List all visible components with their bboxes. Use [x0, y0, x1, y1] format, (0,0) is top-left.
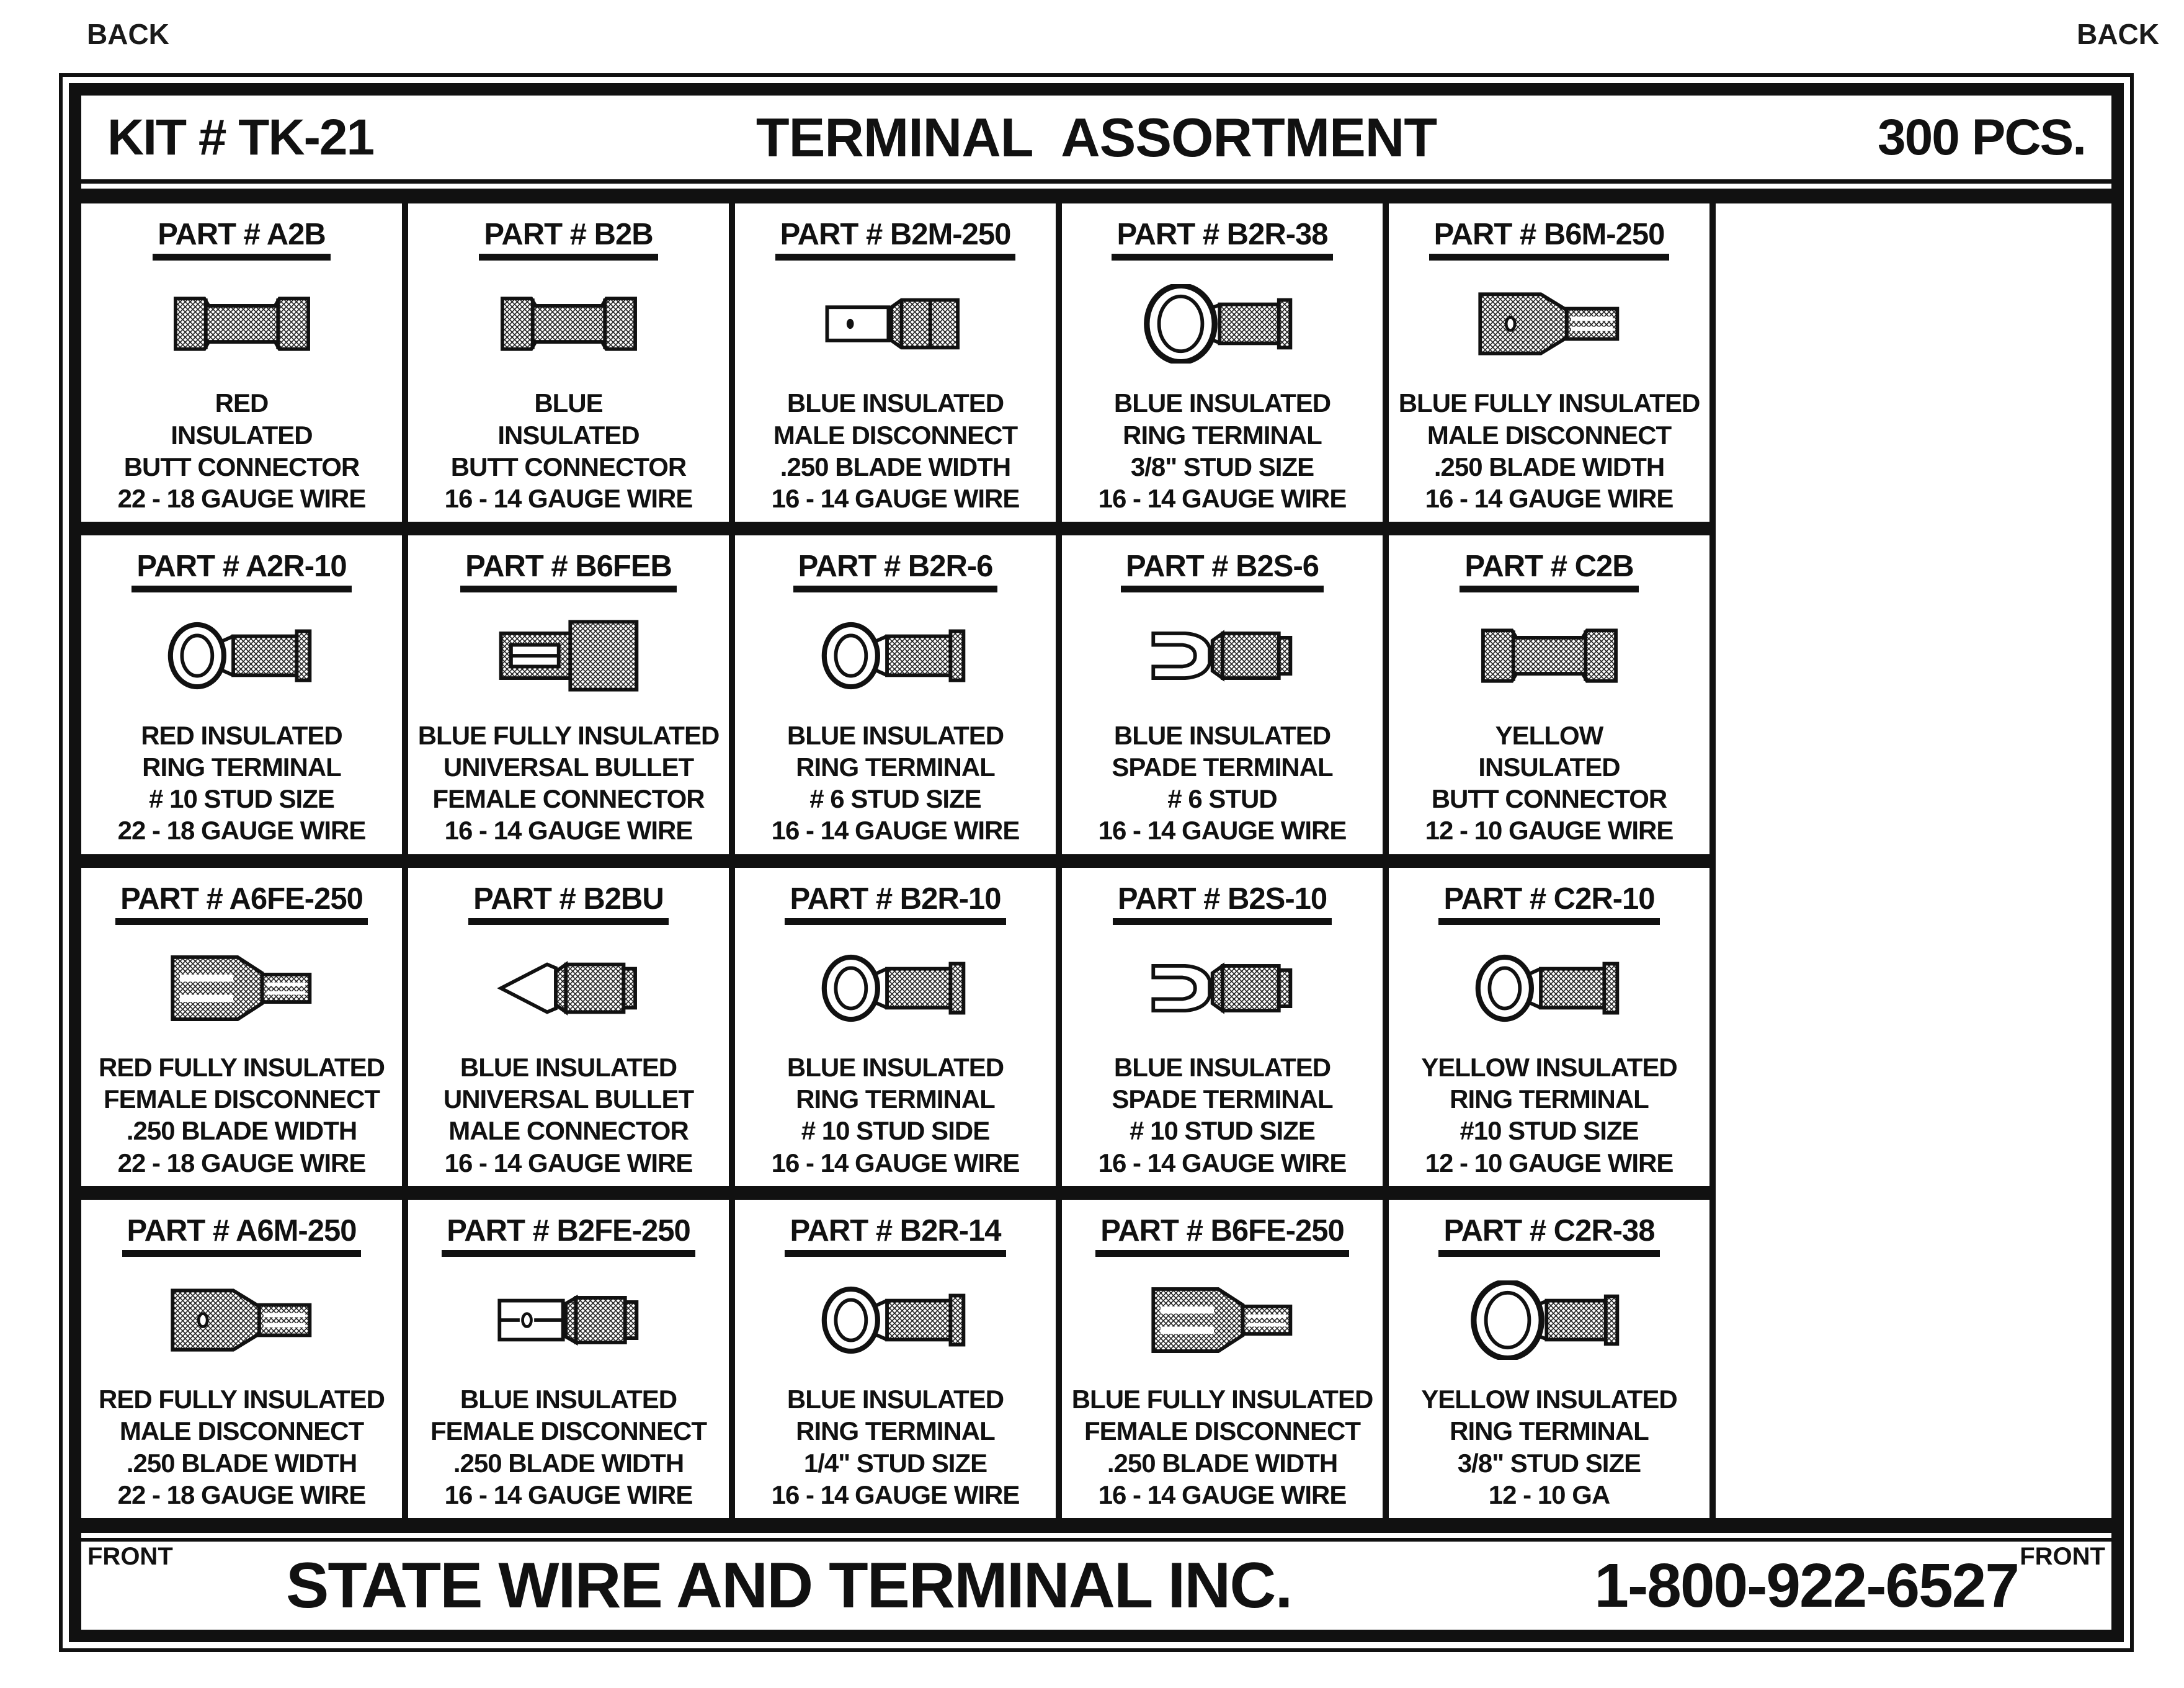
terminal-illustration-male-disconnect: [814, 284, 977, 364]
part-description-line: .250 BLADE WIDTH: [126, 1116, 357, 1146]
part-description-line: RING TERMINAL: [1450, 1416, 1649, 1446]
kit-number: KIT # TK-21: [107, 109, 374, 166]
part-description-line: FEMALE CONNECTOR: [432, 784, 705, 814]
part-description-line: SPADE TERMINAL: [1112, 1084, 1333, 1114]
part-description: [1425, 720, 1674, 847]
part-illustration-wrap: [1141, 925, 1304, 1052]
terminal-illustration-ring-terminal: [814, 949, 977, 1028]
part-description: [418, 720, 720, 847]
part-description-line: 16 - 14 GAUGE WIRE: [1098, 816, 1347, 846]
part-cell: [735, 868, 1056, 1186]
part-cell: [81, 1200, 402, 1518]
part-description-line: .250 BLADE WIDTH: [453, 1448, 684, 1478]
part-cell: [81, 868, 402, 1186]
front-label-left: FRONT: [87, 1543, 173, 1570]
terminal-illustration-female-disconnect-insulated: [161, 949, 323, 1028]
part-description-line: BLUE FULLY INSULATED: [417, 720, 720, 750]
part-description-line: .250 BLADE WIDTH: [1107, 1448, 1338, 1478]
part-description-line: # 6 STUD: [1167, 784, 1277, 814]
part-description-line: BLUE INSULATED: [1113, 388, 1331, 418]
terminal-illustration-ring-terminal: [814, 616, 977, 695]
part-description-line: RING TERMINAL: [796, 1416, 995, 1446]
terminal-illustration-bullet-male: [488, 949, 650, 1028]
part-illustration-wrap: [161, 1257, 323, 1383]
part-number: PART # B6FEB: [460, 549, 677, 592]
part-description-line: MALE CONNECTOR: [448, 1116, 689, 1146]
part-cell: [1062, 1200, 1383, 1518]
footer-divider-band: [81, 1518, 2111, 1533]
part-description: [772, 387, 1020, 514]
part-description-line: RING TERMINAL: [796, 752, 995, 782]
part-cell: [1389, 203, 1709, 522]
part-description: [99, 1052, 385, 1179]
part-description-line: 22 - 18 GAUGE WIRE: [117, 1148, 366, 1177]
part-illustration-wrap: [488, 592, 650, 719]
part-description-line: BLUE INSULATED: [1113, 1052, 1331, 1082]
terminal-illustration-butt-connector: [488, 284, 650, 364]
part-illustration-wrap: [1468, 1257, 1631, 1383]
part-number: PART # C2R-10: [1438, 882, 1659, 925]
sheet-footer: [81, 1538, 2111, 1630]
part-cell: [1062, 868, 1383, 1186]
front-label-right: FRONT: [2020, 1543, 2105, 1570]
part-description-line: .250 BLADE WIDTH: [1433, 452, 1665, 481]
part-number: PART # A2B: [153, 217, 330, 261]
terminal-illustration-female-disconnect: [488, 1280, 650, 1360]
part-description-line: MALE DISCONNECT: [1427, 420, 1672, 450]
part-description-line: RING TERMINAL: [1123, 420, 1322, 450]
part-description-line: # 6 STUD SIZE: [809, 784, 981, 814]
part-description-line: BLUE INSULATED: [787, 388, 1004, 418]
part-description-line: MALE DISCONNECT: [773, 420, 1018, 450]
part-description-line: # 10 STUD SIZE: [1130, 1116, 1315, 1146]
part-cell: [81, 535, 402, 854]
terminal-illustration-ring-terminal-large: [1141, 284, 1304, 364]
part-description-line: 12 - 10 GA: [1488, 1480, 1610, 1509]
terminal-illustration-ring-terminal: [1468, 949, 1631, 1028]
part-cell: [1389, 1200, 1709, 1518]
part-description: [445, 387, 693, 514]
part-illustration-wrap: [814, 261, 977, 387]
part-illustration-wrap: [1468, 925, 1631, 1052]
part-description-line: FEMALE DISCONNECT: [104, 1084, 380, 1114]
part-number: PART # B2R-14: [785, 1213, 1005, 1257]
part-description: [443, 1052, 693, 1179]
part-cell: [408, 203, 729, 522]
part-description-line: BLUE FULLY INSULATED: [1398, 388, 1700, 418]
part-description-line: 16 - 14 GAUGE WIRE: [444, 816, 693, 846]
part-illustration-wrap: [161, 261, 323, 387]
terminal-illustration-male-disconnect-insulated: [161, 1280, 323, 1360]
part-illustration-wrap: [1141, 592, 1304, 719]
part-description-line: UNIVERSAL BULLET: [443, 752, 694, 782]
parts-grid: [81, 203, 1709, 1518]
part-illustration-wrap: [814, 592, 977, 719]
part-number: PART # B6M-250: [1429, 217, 1670, 261]
part-description-line: BLUE INSULATED: [1113, 720, 1331, 750]
part-description-line: RED FULLY INSULATED: [99, 1385, 385, 1414]
part-description: [772, 1383, 1020, 1511]
part-description-line: 16 - 14 GAUGE WIRE: [1425, 484, 1674, 514]
part-description: [1072, 1383, 1373, 1511]
part-description: [118, 387, 366, 514]
terminal-illustration-bullet-female: [488, 616, 650, 695]
part-description: [1399, 387, 1700, 514]
part-illustration-wrap: [488, 261, 650, 387]
back-label-right: BACK: [2077, 18, 2159, 50]
part-illustration-wrap: [1141, 1257, 1304, 1383]
part-description-line: 16 - 14 GAUGE WIRE: [444, 1480, 693, 1509]
back-label-left: BACK: [87, 18, 169, 50]
part-illustration-wrap: [161, 925, 323, 1052]
terminal-illustration-female-disconnect-insulated: [1141, 1280, 1304, 1360]
part-cell: [1062, 535, 1383, 854]
part-illustration-wrap: [1468, 261, 1631, 387]
part-cell: [408, 868, 729, 1186]
part-description-line: # 10 STUD SIDE: [801, 1116, 990, 1146]
part-description-line: 12 - 10 GAUGE WIRE: [1425, 1148, 1674, 1177]
part-number: PART # B2BU: [468, 882, 669, 925]
main-area: [81, 203, 2111, 1518]
part-description-line: MALE DISCONNECT: [119, 1416, 364, 1446]
part-cell: [1389, 868, 1709, 1186]
terminal-illustration-spade-terminal: [1141, 949, 1304, 1028]
part-description-line: BUTT CONNECTOR: [123, 452, 360, 481]
part-description: [118, 720, 366, 847]
part-description-line: BLUE: [534, 388, 603, 418]
piece-count: 300 PCS.: [1878, 109, 2086, 166]
part-description-line: FEMALE DISCONNECT: [1084, 1416, 1360, 1446]
part-number: PART # B6FE-250: [1095, 1213, 1349, 1257]
assortment-title: TERMINAL ASSORTMENT: [755, 106, 1437, 168]
terminal-illustration-butt-connector: [161, 284, 323, 364]
part-description-line: .250 BLADE WIDTH: [780, 452, 1011, 481]
part-description-line: FEMALE DISCONNECT: [430, 1416, 706, 1446]
part-cell: [81, 203, 402, 522]
part-description-line: RED FULLY INSULATED: [99, 1052, 385, 1082]
part-number: PART # B2FE-250: [442, 1213, 695, 1257]
part-cell: [408, 535, 729, 854]
part-description-line: RING TERMINAL: [1450, 1084, 1649, 1114]
header-divider-band: [81, 189, 2111, 203]
part-description-line: #10 STUD SIZE: [1460, 1116, 1639, 1146]
part-description-line: BUTT CONNECTOR: [1431, 784, 1667, 814]
part-number: PART # C2B: [1460, 549, 1638, 592]
terminal-illustration-ring-terminal: [161, 616, 323, 695]
part-description-line: INSULATED: [497, 420, 640, 450]
part-description-line: BLUE FULLY INSULATED: [1071, 1385, 1373, 1414]
part-cell: [408, 1200, 729, 1518]
part-illustration-wrap: [488, 925, 650, 1052]
part-illustration-wrap: [161, 592, 323, 719]
part-number: PART # B2S-6: [1121, 549, 1324, 592]
part-description-line: YELLOW INSULATED: [1421, 1052, 1677, 1082]
part-description-line: 16 - 14 GAUGE WIRE: [1098, 1148, 1347, 1177]
part-number: PART # A6M-250: [122, 1213, 362, 1257]
part-number: PART # B2B: [479, 217, 657, 261]
part-cell: [1062, 203, 1383, 522]
part-number: PART # B2R-6: [793, 549, 998, 592]
part-illustration-wrap: [488, 1257, 650, 1383]
part-illustration-wrap: [1141, 261, 1304, 387]
part-illustration-wrap: [1468, 592, 1631, 719]
part-description: [1099, 1052, 1347, 1179]
part-description: [772, 720, 1020, 847]
blank-area: [1709, 203, 2111, 1518]
part-description-line: UNIVERSAL BULLET: [443, 1084, 694, 1114]
part-description-line: BUTT CONNECTOR: [450, 452, 687, 481]
part-number: PART # B2S-10: [1113, 882, 1332, 925]
terminal-illustration-male-disconnect-insulated: [1468, 284, 1631, 364]
part-description-line: RED: [215, 388, 269, 418]
part-description-line: INSULATED: [1478, 752, 1620, 782]
part-description-line: 22 - 18 GAUGE WIRE: [117, 1480, 366, 1509]
part-description-line: INSULATED: [171, 420, 313, 450]
part-description-line: 3/8" STUD SIZE: [1457, 1448, 1641, 1478]
part-description-line: YELLOW INSULATED: [1421, 1385, 1677, 1414]
part-description-line: YELLOW: [1495, 720, 1603, 750]
part-description: [1099, 720, 1347, 847]
part-description: [1421, 1383, 1677, 1511]
part-description-line: 16 - 14 GAUGE WIRE: [1098, 1480, 1347, 1509]
part-description-line: BLUE INSULATED: [460, 1052, 677, 1082]
part-illustration-wrap: [814, 1257, 977, 1383]
part-description-line: # 10 STUD SIZE: [149, 784, 334, 814]
company-name: STATE WIRE AND TERMINAL INC.: [286, 1549, 1292, 1622]
part-description-line: RING TERMINAL: [796, 1084, 995, 1114]
part-description-line: .250 BLADE WIDTH: [126, 1448, 357, 1478]
part-description-line: 16 - 14 GAUGE WIRE: [444, 484, 693, 514]
part-number: PART # B2R-38: [1112, 217, 1332, 261]
part-number: PART # B2M-250: [775, 217, 1016, 261]
part-cell: [1389, 535, 1709, 854]
part-description-line: 16 - 14 GAUGE WIRE: [771, 1480, 1020, 1509]
part-cell: [735, 203, 1056, 522]
terminal-illustration-ring-terminal: [814, 1280, 977, 1360]
part-description-line: 3/8" STUD SIZE: [1130, 452, 1314, 481]
part-description-line: BLUE INSULATED: [787, 1052, 1004, 1082]
part-description-line: RED INSULATED: [141, 720, 342, 750]
part-description-line: SPADE TERMINAL: [1112, 752, 1333, 782]
part-description-line: 16 - 14 GAUGE WIRE: [444, 1148, 693, 1177]
part-cell: [735, 1200, 1056, 1518]
part-description-line: 1/4" STUD SIZE: [803, 1448, 987, 1478]
part-description-line: 16 - 14 GAUGE WIRE: [771, 1148, 1020, 1177]
part-description-line: BLUE INSULATED: [460, 1385, 677, 1414]
part-description-line: 16 - 14 GAUGE WIRE: [1098, 484, 1347, 514]
part-description: [99, 1383, 385, 1511]
phone-number: 1-800-922-6527: [1594, 1550, 2018, 1620]
sheet-inner-border: [69, 83, 2124, 1642]
part-description-line: BLUE INSULATED: [787, 1385, 1004, 1414]
part-description-line: 16 - 14 GAUGE WIRE: [771, 816, 1020, 846]
part-number: PART # A2R-10: [131, 549, 351, 592]
part-description-line: 22 - 18 GAUGE WIRE: [117, 816, 366, 846]
part-number: PART # A6FE-250: [115, 882, 368, 925]
terminal-illustration-spade-terminal: [1141, 616, 1304, 695]
part-illustration-wrap: [814, 925, 977, 1052]
assortment-sheet: [59, 73, 2134, 1652]
terminal-illustration-butt-connector: [1468, 616, 1631, 695]
part-cell: [735, 535, 1056, 854]
part-description-line: RING TERMINAL: [142, 752, 341, 782]
terminal-illustration-ring-terminal-large: [1468, 1280, 1631, 1360]
part-number: PART # B2R-10: [785, 882, 1005, 925]
part-number: PART # C2R-38: [1438, 1213, 1659, 1257]
part-description: [1421, 1052, 1677, 1179]
part-description-line: 16 - 14 GAUGE WIRE: [771, 484, 1020, 514]
part-description-line: 22 - 18 GAUGE WIRE: [117, 484, 366, 514]
part-description: [1099, 387, 1347, 514]
part-description: [430, 1383, 706, 1511]
part-description-line: 12 - 10 GAUGE WIRE: [1425, 816, 1674, 846]
part-description-line: BLUE INSULATED: [787, 720, 1004, 750]
part-description: [772, 1052, 1020, 1179]
sheet-header: [81, 96, 2111, 184]
